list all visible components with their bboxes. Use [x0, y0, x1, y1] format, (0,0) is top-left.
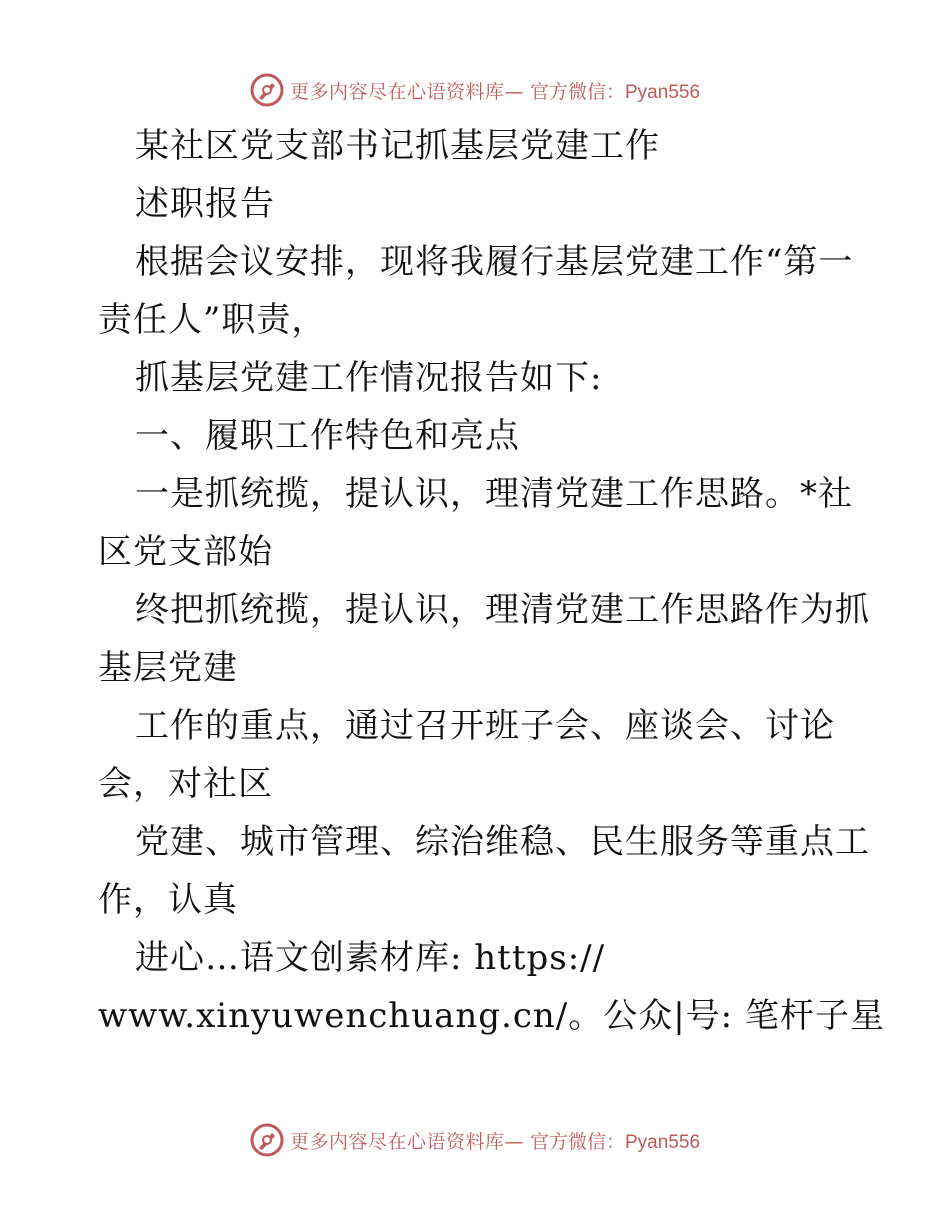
text-line: 进心…语文创素材库: https:// [135, 938, 606, 978]
text-line: 抓基层党建工作情况报告如下: [135, 358, 603, 398]
text-line: 党建、城市管理、综治维稳、民生服务等重点工 [135, 822, 870, 862]
watermark-library-text: 更多内容尽在心语资料库— [289, 80, 524, 103]
pen-logo-icon [250, 1123, 284, 1157]
text-line: 某社区党支部书记抓基层党建工作 [135, 126, 660, 166]
header-watermark-banner [0, 70, 950, 110]
document-body [98, 117, 885, 1045]
text-line: 基层党建 [98, 648, 238, 688]
text-line: 终把抓统揽，提认识，理清党建工作思路作为抓 [135, 590, 870, 630]
watermark-wechat-text: 官方微信：Pyan556 [530, 81, 701, 103]
footer-watermark-banner [0, 1120, 950, 1160]
text-line: www.xinyuwenchuang.cn/。公众|号: 笔杆子星 [98, 996, 885, 1036]
text-line: 作，认真 [98, 880, 238, 920]
pen-logo-icon [250, 73, 284, 107]
text-line: 根据会议安排，现将我履行基层党建工作“第一 [135, 242, 854, 282]
watermark-wechat-text: 官方微信：Pyan556 [530, 1131, 701, 1153]
text-line: 工作的重点，通过召开班子会、座谈会、讨论 [135, 706, 835, 746]
text-line: 责任人”职责， [98, 300, 327, 340]
text-line: 一、履职工作特色和亮点 [135, 416, 520, 456]
text-line: 述职报告 [135, 184, 275, 224]
text-line: 区党支部始 [98, 532, 273, 572]
text-line: 一是抓统揽，提认识，理清党建工作思路。*社 [135, 474, 853, 514]
text-line: 会，对社区 [98, 764, 273, 804]
watermark-library-text: 更多内容尽在心语资料库— [289, 1130, 524, 1153]
